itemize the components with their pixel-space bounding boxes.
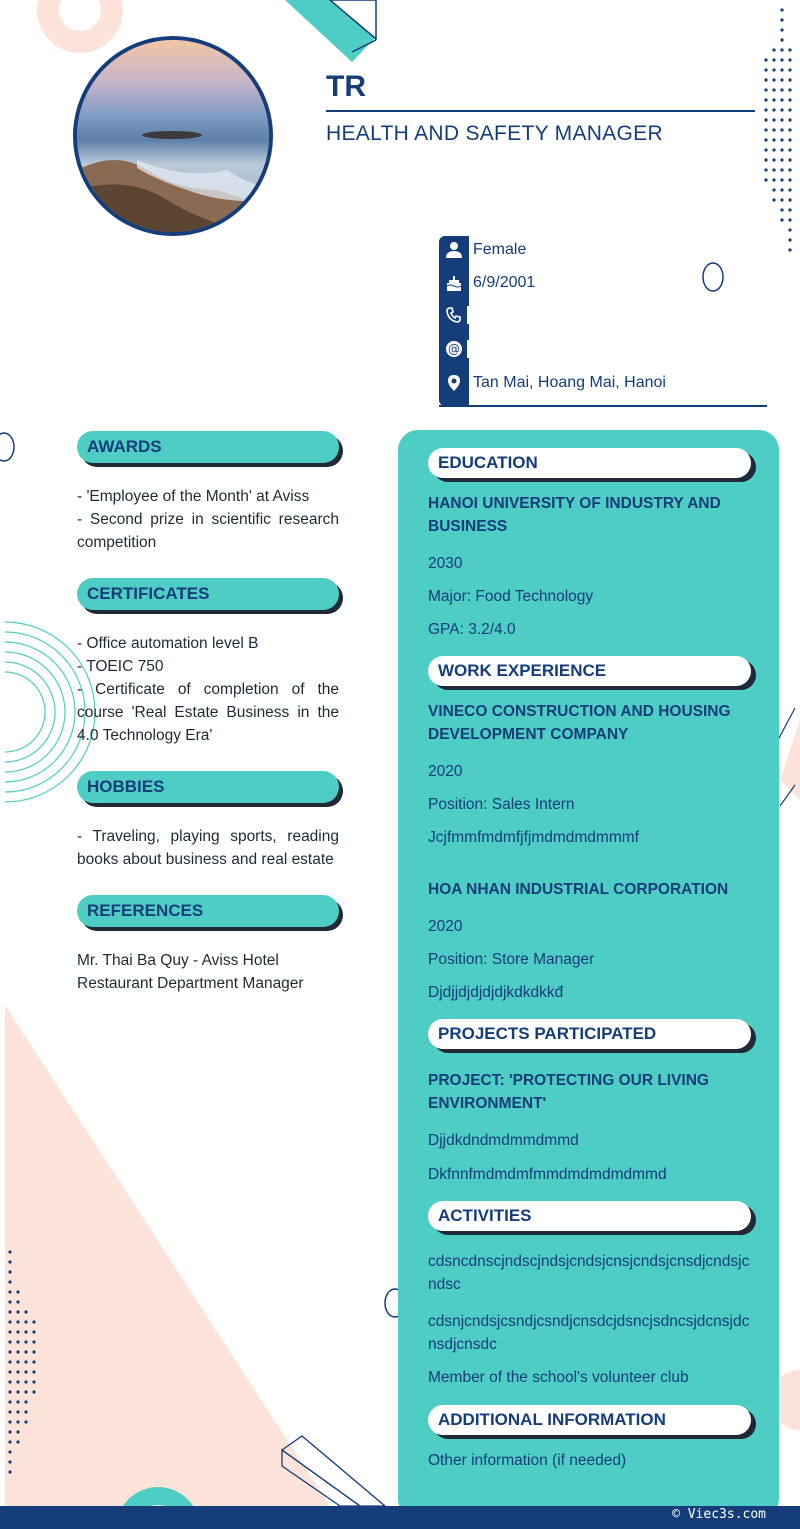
certificates-section	[77, 578, 342, 747]
contact-email[interactable]	[439, 334, 769, 364]
hobbies-list	[77, 825, 339, 871]
contact-gender	[439, 235, 769, 265]
certificate-item: - TOEIC 750	[77, 658, 164, 675]
work-heading: WORK EXPERIENCE	[428, 656, 751, 686]
job-year: 2020	[428, 763, 463, 780]
job-description: Djdjjdjdjdjdjkdkdkkđ	[428, 984, 564, 1001]
hobbies-heading: HOBBIES	[77, 771, 339, 803]
person-icon	[439, 235, 469, 265]
hobbies-section	[77, 771, 342, 871]
references-section	[77, 895, 342, 995]
left-column	[77, 431, 342, 1019]
avatar	[73, 36, 273, 236]
phone-icon	[439, 300, 469, 330]
certificate-item: - Office automation level B	[77, 635, 259, 652]
additional-heading: ADDITIONAL INFORMATION	[428, 1405, 751, 1435]
award-item: - Second prize in scientific research competition	[77, 511, 339, 551]
awards-section	[77, 431, 342, 554]
project-detail: Djjdkdndmdmmdmmd	[428, 1132, 579, 1149]
awards-heading: AWARDS	[77, 431, 339, 463]
name-divider	[326, 110, 755, 112]
birthday-value: 6/9/2001	[473, 274, 536, 291]
job-title: HEALTH AND SAFETY MANAGER	[326, 122, 663, 145]
activities-heading: ACTIVITIES	[428, 1201, 751, 1231]
hobby-item: - Traveling, playing sports, reading books about business and real estate	[77, 828, 339, 868]
job-position: Position: Store Manager	[428, 951, 595, 968]
job-year: 2020	[428, 918, 463, 935]
watermark: © Viec3s.com	[672, 1507, 766, 1522]
education-major: Major: Food Technology	[428, 588, 594, 605]
gender-value: Female	[473, 241, 527, 258]
email-field	[467, 340, 477, 358]
activity-item: cdsncdnscjndscjndsjcndsjcnsjcndsjcnsdjcndsjcndsc	[428, 1253, 750, 1293]
contact-birthday	[439, 268, 769, 298]
right-panel-content	[428, 448, 751, 1472]
activity-item: Member of the school's volunteer club	[428, 1369, 689, 1386]
certificates-heading: CERTIFICATES	[77, 578, 339, 610]
additional-info: Other information (if needed)	[428, 1452, 627, 1469]
contact-phone[interactable]	[439, 300, 769, 330]
education-gpa: GPA: 3.2/4.0	[428, 621, 516, 638]
activity-item: cdsnjcndsjcsndjcsndjcnsdcjdsncjsdncsjdcnsjdcnsdjcnsdc	[428, 1313, 750, 1353]
education-heading: EDUCATION	[428, 448, 751, 478]
awards-list	[77, 485, 339, 554]
school-name: HANOI UNIVERSITY OF INDUSTRY AND BUSINESS	[428, 495, 721, 535]
education-year: 2030	[428, 555, 463, 572]
references-list	[77, 949, 322, 995]
company-name: VINECO CONSTRUCTION AND HOUSING DEVELOPMENT COMPANY	[428, 703, 731, 743]
project-detail: Dkfnnfmdmdmfmmdmdmdmdmmd	[428, 1166, 667, 1183]
reference-item: Mr. Thai Ba Quy - Aviss Hotel Restaurant Department Manager	[77, 952, 304, 992]
job-description: Jcjfmmfmdmfjfjmdmdmdmmmf	[428, 829, 639, 846]
certificates-list	[77, 632, 339, 747]
location-pin-icon	[439, 368, 469, 398]
right-panel	[398, 430, 779, 1519]
svg-text:@: @	[448, 342, 460, 356]
job-position: Position: Sales Intern	[428, 796, 575, 813]
landscape-photo	[77, 40, 273, 236]
at-icon	[439, 334, 469, 364]
company-name: HOA NHAN INDUSTRIAL CORPORATION	[428, 881, 729, 898]
projects-heading: PROJECTS PARTICIPATED	[428, 1019, 751, 1049]
phone-field	[467, 306, 477, 324]
project-name: PROJECT: 'PROTECTING OUR LIVING ENVIRONMENT'	[428, 1072, 709, 1112]
birthday-cake-icon	[439, 268, 469, 298]
references-heading: REFERENCES	[77, 895, 339, 927]
address-value: Tan Mai, Hoang Mai, Hanoi	[473, 374, 666, 391]
contact-address	[439, 368, 769, 398]
candidate-name: TR	[326, 70, 366, 103]
award-item: - 'Employee of the Month' at Aviss	[77, 488, 310, 505]
certificate-item: - Certificate of completion of the course 'Real Estate Business in the 4.0 Technology Era'	[77, 681, 339, 744]
contact-divider	[439, 405, 767, 407]
